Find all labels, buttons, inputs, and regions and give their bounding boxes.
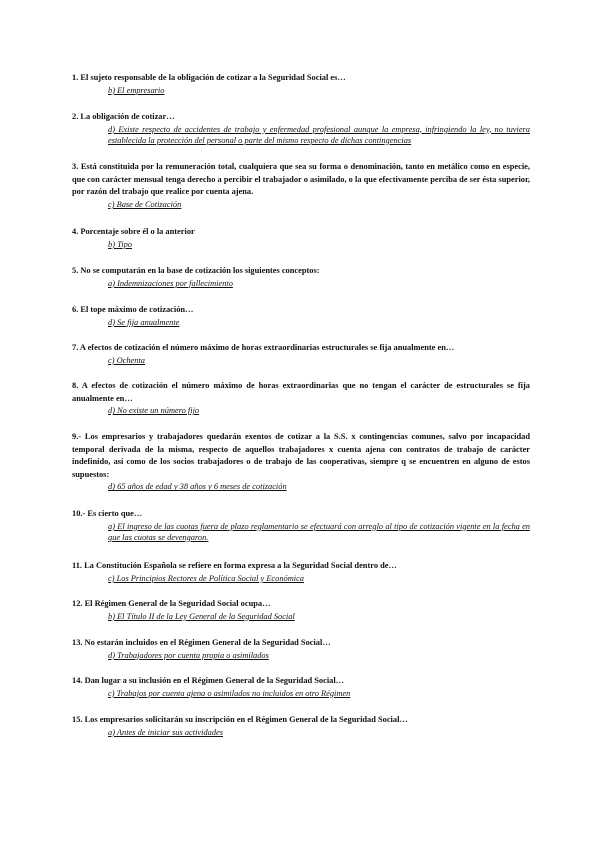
question-item-9 — [72, 431, 530, 493]
answer-text: d) Se fija anualmente — [108, 317, 180, 327]
question-item-13 — [72, 637, 530, 661]
answer-text: d) Existe respecto de accidentes de trabajo y enfermedad profesional aunque la empresa, infringiendo la ley, no tuviera establecida la protección del personal o parte del mismo respecto de dichas contingencias — [108, 124, 530, 145]
question-text: 13. No estarán incluidos en el Régimen General de la Seguridad Social… — [72, 638, 331, 647]
question-item-4 — [72, 226, 530, 250]
answer-text: c) Base de Cotización — [108, 199, 182, 209]
question-text: 14. Dan lugar a su inclusión en el Régimen General de la Seguridad Social… — [72, 676, 345, 685]
answer-text: d) No existe un número fijo — [108, 406, 200, 416]
question-item-1 — [72, 72, 530, 96]
question-text: 10.- Es cierto que… — [72, 509, 143, 518]
answer-text: a) Antes de iniciar sus actividades — [108, 727, 223, 737]
question-item-5 — [72, 265, 530, 289]
question-item-14 — [72, 675, 530, 699]
question-text: 5. No se computarán en la base de cotización los siguientes conceptos: — [72, 266, 320, 275]
question-text: 2. La obligación de cotizar… — [72, 112, 175, 121]
question-text: 4. Porcentaje sobre él o la anterior — [72, 227, 195, 236]
question-text: 15. Los empresarios solicitarán su inscripción en el Régimen General de la Seguridad Social… — [72, 715, 408, 724]
answer-text: d) Trabajadores por cuenta propia o asimilados — [108, 650, 269, 660]
answer-text: c) Los Principios Rectores de Política Social y Económica — [108, 573, 304, 583]
question-item-6 — [72, 304, 530, 328]
question-text: 11. La Constitución Española se refiere en forma expresa a la Seguridad Social dentro de… — [72, 561, 397, 570]
question-text: 7. A efectos de cotización el número máximo de horas extraordinarias estructurales se fija anualmente en… — [72, 343, 455, 352]
question-item-2 — [72, 111, 530, 146]
answer-text: b) El empresario — [108, 85, 165, 95]
question-text: 8. A efectos de cotización el número máximo de horas extraordinarias que no tengan el carácter de estructurales se fija anualmente en… — [72, 381, 530, 403]
question-item-12 — [72, 598, 530, 622]
answer-text: d) 65 años de edad y 38 años y 6 meses de cotización — [108, 482, 287, 492]
question-text: 1. El sujeto responsable de la obligación de cotizar a la Seguridad Social es… — [72, 73, 346, 82]
answer-text: a) Indemnizaciones por fallecimiento — [108, 278, 233, 288]
question-item-8 — [72, 380, 530, 416]
question-text: 3. Está constituida por la remuneración total, cualquiera que sea su forma o denominación, tanto en metálico como en especie, que con carácter mensual tenga derecho a percibir el trabajador o asimilado, o la que efectivamente perciba de ser ésta superior, por razón del trabajo que realice por cuenta ajena. — [72, 162, 530, 197]
question-item-3 — [72, 161, 530, 210]
answer-text: c) Ochenta — [108, 355, 145, 365]
answer-text: c) Trabajos por cuenta ajena o asimilados no incluidos en otro Régimen — [108, 688, 351, 698]
question-item-10 — [72, 508, 530, 543]
answer-text: a) El ingreso de las cuotas fuera de plazo reglamentario se efectuará con arreglo al tipo de cotización vigente en la fecha en que las cuotas se devengaron. — [108, 521, 530, 542]
answer-text: b) El Título II de la Ley General de la Seguridad Social — [108, 611, 295, 621]
answer-text: b) Tipo — [108, 239, 132, 249]
question-text: 6. El tope máximo de cotización… — [72, 305, 194, 314]
question-text: 12. El Régimen General de la Seguridad Social ocupa… — [72, 599, 271, 608]
question-item-7 — [72, 342, 530, 366]
question-item-11 — [72, 560, 530, 584]
question-text: 9.- Los empresarios y trabajadores quedarán exentos de cotizar a la S.S. x contingencias comunes, salvo por incapacidad temporal derivada de la misma, respecto de aquellos trabajadores x cuenta ajena con contratos de trabajo de carácter indefinido, así como de los socios trabajadores o de trabajo de las cooperativas, siempre q se encuentren en alguno de estos supuestos: — [72, 432, 530, 479]
question-item-15 — [72, 714, 530, 738]
